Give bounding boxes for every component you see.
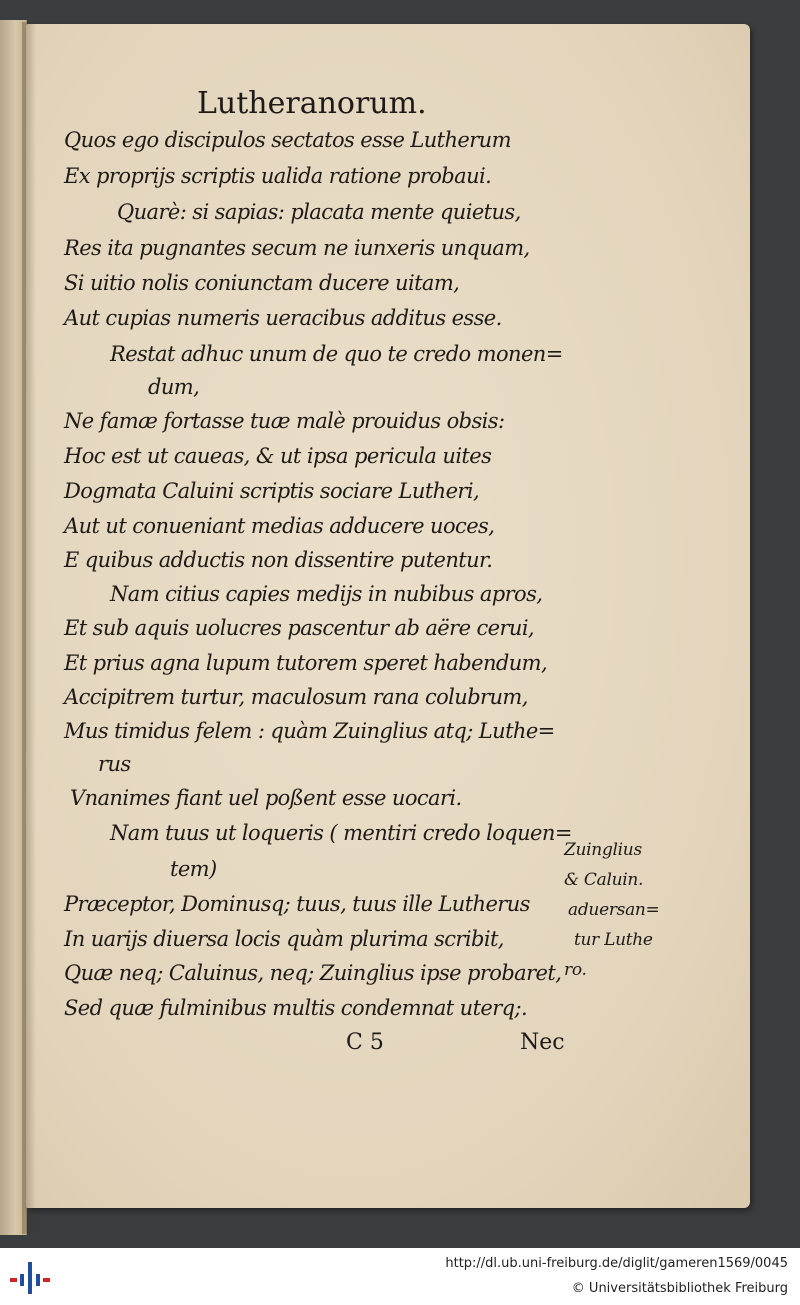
text-line: Nam tuus ut loqueris ( mentiri credo loquen= [110, 821, 572, 845]
text-line: Res ita pugnantes secum ne iunxeris unquam, [64, 236, 530, 260]
text-line: Præceptor, Dominusq; tuus, tuus ille Lutherus [64, 892, 530, 916]
text-line: Ex proprijs scriptis ualida ratione probaui. [64, 164, 492, 188]
signature-mark: C 5 [346, 1030, 384, 1055]
text-line: Restat adhuc unum de quo te credo monen= [110, 342, 563, 366]
side-note-line: aduersan= [568, 900, 660, 920]
catchword: Nec [520, 1030, 565, 1055]
text-line: Dogmata Caluini scriptis sociare Lutheri, [64, 479, 480, 503]
text-line: Mus timidus felem : quàm Zuinglius atq; Luthe= [64, 719, 555, 743]
document-url-link[interactable]: http://dl.ub.uni-freiburg.de/diglit/gameren1569/0045 [445, 1256, 788, 1271]
text-line: Et prius agna lupum tutorem speret habendum, [64, 651, 548, 675]
copyright-notice: © Universitätsbibliothek Freiburg [571, 1281, 788, 1296]
side-note-line: tur Luthe [574, 930, 653, 950]
side-note-line: ro. [564, 960, 587, 980]
text-line: rus [98, 752, 131, 776]
text-line: Quarè: si sapias: placata mente quietus, [117, 200, 521, 224]
text-line: Aut ut conueniant medias adducere uoces, [64, 514, 495, 538]
side-note-line: Zuinglius [564, 840, 642, 860]
ub-freiburg-logo-icon [8, 1260, 52, 1296]
text-line: Hoc est ut caueas, & ut ipsa pericula uites [64, 444, 492, 468]
text-line: E quibus adductis non dissentire putentur. [64, 548, 493, 572]
text-line: tem) [170, 857, 217, 881]
book-page [26, 24, 750, 1208]
side-note-line: & Caluin. [564, 870, 644, 890]
gutter-shadow [22, 22, 36, 1234]
text-line: dum, [148, 375, 200, 399]
text-line: Si uitio nolis coniunctam ducere uitam, [64, 271, 460, 295]
running-head: Lutheranorum. [197, 86, 427, 121]
text-line: Nam citius capies medijs in nubibus apros, [110, 582, 543, 606]
text-line: Quos ego discipulos sectatos esse Lutherum [64, 128, 511, 152]
text-line: Vnanimes fiant uel poßent esse uocari. [70, 786, 462, 810]
text-line: Sed quæ fulminibus multis condemnat uterq;. [64, 996, 528, 1020]
text-line: Accipitrem turtur, maculosum rana colubrum, [64, 685, 528, 709]
text-line: Aut cupias numeris ueracibus additus esse. [64, 306, 502, 330]
text-line: Et sub aquis uolucres pascentur ab aëre cerui, [64, 616, 535, 640]
text-line: Quæ neq; Caluinus, neq; Zuinglius ipse probaret, [64, 961, 562, 985]
text-line: Ne famæ fortasse tuæ malè prouidus obsis: [64, 409, 505, 433]
viewer-footer [0, 1248, 800, 1305]
text-line: In uarijs diuersa locis quàm plurima scribit, [64, 927, 504, 951]
